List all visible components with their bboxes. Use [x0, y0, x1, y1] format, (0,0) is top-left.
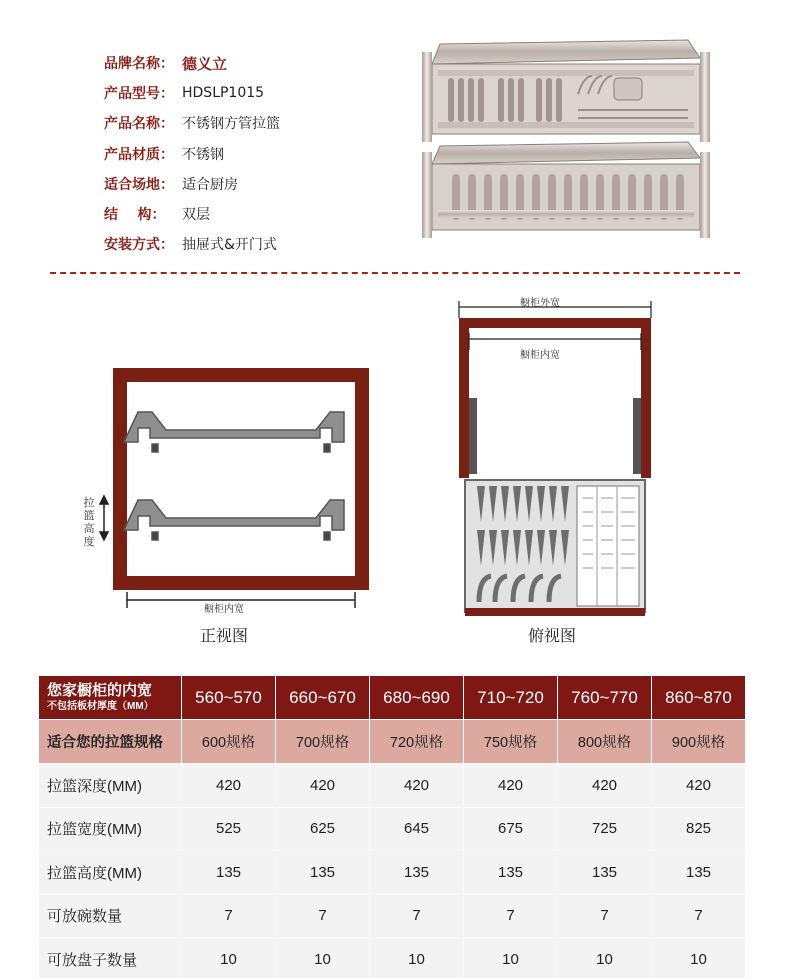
- table-cell: 825: [652, 807, 746, 851]
- table-row: [39, 764, 746, 808]
- width-range: 860~870: [652, 676, 746, 720]
- table-cell: 645: [370, 807, 464, 851]
- spec-value: 双层: [182, 207, 210, 224]
- table-cell: 725: [558, 807, 652, 851]
- section-divider: [50, 272, 740, 274]
- spec-label: 适合场地：: [104, 176, 174, 193]
- table-cell: 420: [464, 764, 558, 808]
- row-label: 拉篮高度(MM): [39, 851, 182, 895]
- spec-label: 产品名称：: [104, 116, 174, 133]
- top-view-diagram: [455, 292, 665, 622]
- front-view-caption: 正视图: [200, 626, 249, 645]
- top-inner-width-label: 橱柜内宽: [520, 350, 560, 361]
- table-cell: 10: [276, 938, 370, 978]
- width-range: 660~670: [276, 676, 370, 720]
- spec-list: [104, 48, 404, 259]
- spec-label: 品牌名称：: [104, 56, 174, 73]
- table-cell: 420: [276, 764, 370, 808]
- spec-install: [104, 229, 404, 259]
- row-label: 拉篮深度(MM): [39, 764, 182, 808]
- table-cell: 420: [370, 764, 464, 808]
- table-cell: 750规格: [464, 720, 558, 764]
- spec-model: [104, 78, 404, 108]
- row-label: 可放盘子数量: [39, 938, 182, 978]
- row-label: 可放碗数量: [39, 894, 182, 938]
- table-cell: 7: [464, 894, 558, 938]
- width-range: 680~690: [370, 676, 464, 720]
- width-range: 710~720: [464, 676, 558, 720]
- table-cell: 900规格: [652, 720, 746, 764]
- spec-structure: [104, 199, 404, 229]
- table-cell: 525: [182, 807, 276, 851]
- table-cell: 675: [464, 807, 558, 851]
- front-view-diagram: [80, 362, 380, 612]
- table-cell: 135: [464, 851, 558, 895]
- spec-label: 产品材质：: [104, 146, 174, 163]
- height-arrow: [100, 496, 108, 540]
- spec-value: 不锈钢: [182, 146, 224, 163]
- table-cell: 10: [558, 938, 652, 978]
- table-cell: 10: [370, 938, 464, 978]
- basket-height-label: 拉篮高度: [83, 496, 95, 548]
- top-outer-width-label: 橱柜外宽: [520, 298, 560, 309]
- table-row: [39, 894, 746, 938]
- table-cell: 600规格: [182, 720, 276, 764]
- table-cell: 7: [276, 894, 370, 938]
- lower-basket: [422, 142, 710, 238]
- table-cell: 10: [464, 938, 558, 978]
- spec-label: 结 构：: [104, 207, 166, 224]
- table-cell: 420: [652, 764, 746, 808]
- table-cell: 625: [276, 807, 370, 851]
- table-cell: 420: [182, 764, 276, 808]
- table-cell: 10: [182, 938, 276, 978]
- table-cell: 135: [182, 851, 276, 895]
- table-cell: 135: [276, 851, 370, 895]
- width-range: 760~770: [558, 676, 652, 720]
- table-row: [39, 851, 746, 895]
- front-inner-width-label: 橱柜内宽: [204, 604, 244, 615]
- table-cell: 800规格: [558, 720, 652, 764]
- spec-value: 德义立: [182, 54, 228, 73]
- table-cell: 7: [182, 894, 276, 938]
- table-cell: 420: [558, 764, 652, 808]
- table-cell: 135: [652, 851, 746, 895]
- table-cell: 135: [370, 851, 464, 895]
- spec-brand: [104, 48, 404, 78]
- spec-value: 适合厨房: [182, 176, 238, 193]
- table-cell: 700规格: [276, 720, 370, 764]
- spec-label: 安装方式：: [104, 237, 174, 254]
- spec-product-name: [104, 108, 404, 138]
- spec-label: 产品型号：: [104, 86, 174, 103]
- upper-basket: [422, 40, 710, 142]
- spec-location: [104, 169, 404, 199]
- table-cell: 7: [652, 894, 746, 938]
- table-row-fit: [39, 720, 746, 764]
- header-main: 您家橱柜的内宽: [47, 682, 153, 699]
- spec-value: HDSLP1015: [182, 85, 265, 102]
- width-range: 560~570: [182, 676, 276, 720]
- table-cell: 720规格: [370, 720, 464, 764]
- table-header-row: [39, 676, 746, 720]
- row-label: 适合您的拉篮规格: [39, 720, 182, 764]
- table-cell: 135: [558, 851, 652, 895]
- spec-value: 不锈钢方管拉篮: [182, 116, 280, 133]
- spec-value: 抽屉式&开门式: [182, 237, 277, 254]
- table-cell: 7: [370, 894, 464, 938]
- spec-material: [104, 139, 404, 169]
- table-cell: 10: [652, 938, 746, 978]
- header-inner-width: [39, 676, 182, 720]
- row-label: 拉篮宽度(MM): [39, 807, 182, 851]
- table-row: [39, 938, 746, 978]
- top-view-caption: 俯视图: [528, 626, 577, 645]
- sizing-table: [38, 675, 746, 978]
- table-row: [39, 807, 746, 851]
- table-cell: 7: [558, 894, 652, 938]
- product-photo: [418, 34, 714, 244]
- header-sub: 不包括板材厚度（MM）: [47, 701, 154, 712]
